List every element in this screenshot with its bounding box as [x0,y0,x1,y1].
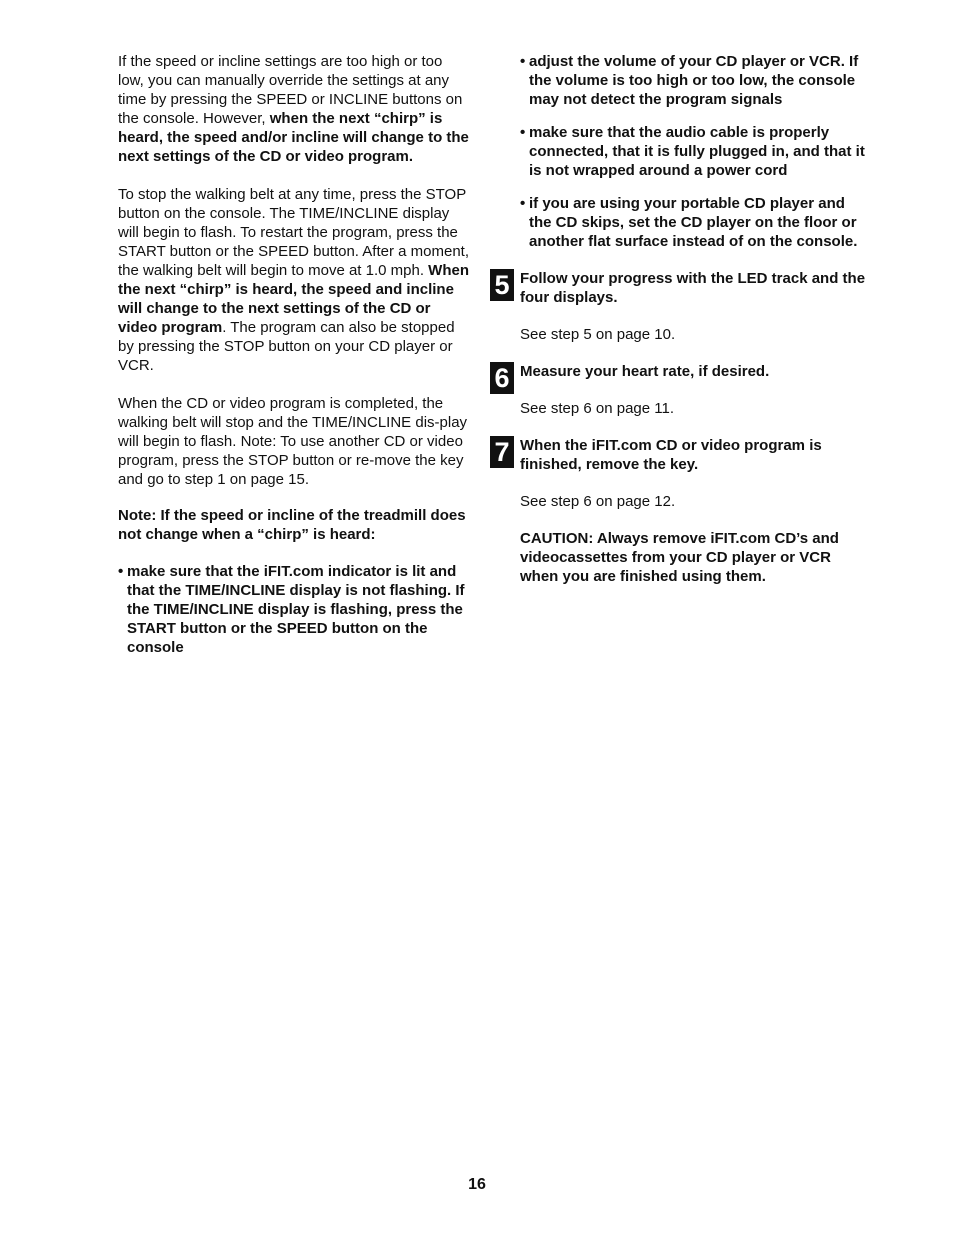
bullet-text: make sure that the audio cable is properly connected, that it is fully plugged in, and that it is not wrapped around a power cord [529,124,865,179]
bullet-list [490,52,870,251]
paragraph-override-settings [118,52,470,166]
step-6 [490,362,870,393]
paragraph-bold-text: when the next “chirp” is heard, the speed and/or incline will change to the next settings of the CD or video program. [118,110,469,165]
bullet-text: make sure that the iFIT.com indicator is lit and that the TIME/INCLINE display is not flashing. If the TIME/INCLINE display is flashing, press the START button or the SPEED button on the console [127,563,465,656]
bullet-item [520,123,870,180]
step-reference: See step 5 on page 10. [520,326,676,343]
right-column [490,52,870,586]
bullet-dot: • [520,53,526,70]
paragraph-text: . The program can also be stopped by pressing the STOP button on your CD player or VCR. [118,319,455,374]
step-reference: See step 6 on page 12. [520,493,676,510]
caution-note: CAUTION: Always remove iFIT.com CD’s and videocassettes from your CD player or VCR when you are finished using them. [520,530,839,585]
left-column [118,52,470,671]
step-number-badge: 7 [490,436,514,468]
bullet-text: if you are using your portable CD player and the CD skips, set the CD player on the floor or another flat surface instead of on the console. [529,195,858,250]
paragraph-program-completed: When the CD or video program is completed, the walking belt will stop and the TIME/INCLINE dis-play will begin to flash. Note: To use another CD or video program, press the STOP button or re-move the key and go to step 1 on page 15. [118,395,468,488]
step-7 [490,436,870,474]
bullet-dot: • [520,124,526,141]
step-reference: See step 6 on page 11. [520,400,675,417]
bullet-item [520,52,870,109]
step-number-badge: 6 [490,362,514,394]
bullet-text: adjust the volume of your CD player or VCR. If the volume is too high or too low, the console may not detect the program signals [529,53,859,108]
step-5 [490,269,870,307]
paragraph-text: If the speed or incline settings are too high or too low, you can manually override the settings at any time by pressing the SPEED or INCLINE buttons on the console. However, [118,53,463,127]
page-number: 16 [468,1176,486,1193]
paragraph-text: To stop the walking belt at any time, press the STOP button on the console. The TIME/INCLINE display will begin to flash. To restart the program, press the START button or the SPEED button. After a moment, the walking belt will begin to move at 1.0 mph. [118,186,470,279]
paragraph-stop-belt [118,185,470,375]
bullet-item [118,562,470,657]
bullet-item [520,194,870,251]
note-heading: Note: If the speed or incline of the treadmill does not change when a “chirp” is heard: [118,507,466,543]
step-title: Follow your progress with the LED track and the four displays. [520,270,866,306]
step-title: Measure your heart rate, if desired. [520,363,770,380]
bullet-dot: • [520,195,526,212]
step-number-badge: 5 [490,269,514,301]
step-title: When the iFIT.com CD or video program is finished, remove the key. [520,437,822,473]
paragraph-bold-text: When the next “chirp” is heard, the speed and incline will change to the next settings of the CD or video program [118,262,469,336]
bullet-dot: • [118,563,124,580]
